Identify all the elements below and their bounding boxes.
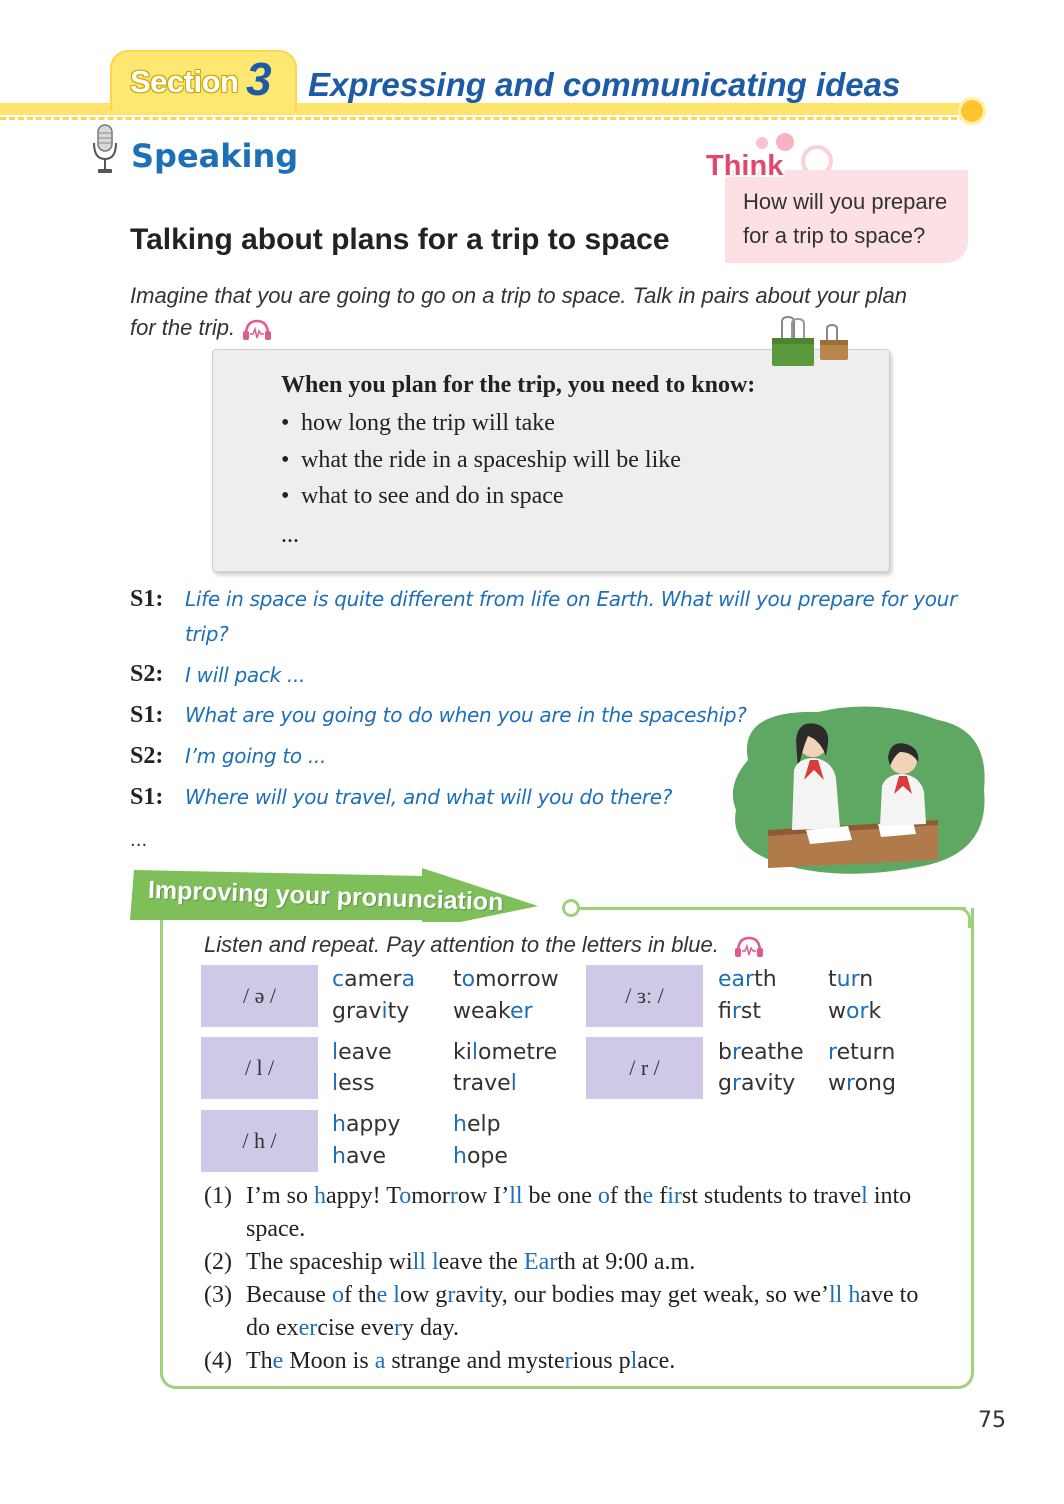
binder-clip-icon: [770, 316, 816, 368]
pronunciation-instruction: [204, 932, 765, 958]
speaker-label: S1:: [130, 784, 164, 810]
dialogue-line: Where will you travel, and what will you do there?: [185, 785, 673, 809]
sentence-text: I’m so happy! Tomorrow I’ll be one of the first students to travel into space.: [246, 1183, 912, 1242]
speaker-label: S1:: [130, 586, 164, 612]
students-talking-illustration: [728, 700, 990, 878]
section-title: Expressing and communicating ideas: [308, 66, 901, 103]
dialogue-line-continued: trip?: [185, 622, 229, 646]
note-item-text: how long the trip will take: [301, 410, 555, 436]
practice-sentence: [204, 1279, 934, 1345]
sentence-number: (3): [204, 1282, 232, 1308]
sentence-number: (2): [204, 1249, 232, 1275]
note-card-ellipsis: ...: [281, 522, 299, 548]
dialogue-line: What are you going to do when you are in the spaceship?: [185, 703, 747, 727]
instruction-text: Imagine that you are going to go on a trip to space. Talk in pairs about your plan for the trip.: [130, 283, 908, 340]
word-kilometre: kilometre: [453, 1040, 558, 1065]
microphone-icon: [91, 123, 119, 177]
practice-sentence: [204, 1345, 934, 1378]
word-leave: leave: [332, 1040, 392, 1065]
speaker-label: S1:: [130, 702, 164, 728]
audio-headphones-icon[interactable]: [241, 317, 273, 341]
sentence-number: (4): [204, 1348, 232, 1374]
sentence-text: Because of the low gravity, our bodies may get weak, so we’ll have to do exercise every day.: [246, 1282, 919, 1341]
word-travel: travel: [453, 1071, 517, 1096]
word-weaker: weaker: [453, 999, 533, 1024]
word-turn: turn: [828, 967, 874, 992]
note-card-item: • what the ride in a spaceship will be like: [281, 447, 681, 473]
word-gravity-r: gravity: [718, 1071, 796, 1096]
practice-sentence: [204, 1246, 934, 1279]
phoneme-box-h: / h /: [201, 1110, 318, 1172]
word-less: less: [332, 1071, 375, 1096]
activity-title: Talking about plans for a trip to space: [130, 223, 670, 256]
dialogue-line: I will pack ...: [185, 663, 306, 687]
phoneme-box-r: / r /: [586, 1037, 703, 1099]
word-have: have: [332, 1144, 386, 1169]
header-dash-line: [0, 117, 975, 120]
phoneme-box-l: / l /: [201, 1037, 318, 1099]
audio-headphones-icon[interactable]: [733, 934, 765, 958]
page-number: 75: [978, 1408, 1006, 1433]
dialogue-ellipsis: ...: [130, 830, 148, 851]
word-help: help: [453, 1112, 501, 1137]
word-breathe: breathe: [718, 1040, 804, 1065]
panel-top-line: [571, 907, 966, 910]
pronunciation-instruction-text: Listen and repeat. Pay attention to the letters in blue.: [204, 932, 719, 957]
sentence-text: The spaceship will leave the Earth at 9:00 a.m.: [246, 1249, 696, 1275]
note-card-item: • what to see and do in space: [281, 483, 564, 509]
think-label: Think: [706, 150, 784, 182]
speaker-label: S2:: [130, 743, 164, 769]
word-work: work: [828, 999, 882, 1024]
panel-connector-dot: [562, 899, 580, 917]
pronunciation-title: Improving your pronunciation: [147, 876, 504, 917]
binder-clip-icon: [818, 324, 850, 362]
note-item-text: what to see and do in space: [301, 483, 564, 509]
note-item-text: what the ride in a spaceship will be like: [301, 447, 681, 473]
word-gravity: gravity: [332, 999, 410, 1024]
word-hope: hope: [453, 1144, 508, 1169]
phoneme-box-schwa: / ə /: [201, 965, 318, 1027]
think-question: How will you prepare for a trip to space?: [743, 189, 948, 248]
think-bubble-dot: [756, 137, 768, 149]
phoneme-box-er: / ɜː /: [586, 965, 703, 1027]
note-card-item: • how long the trip will take: [281, 410, 555, 436]
dialogue-line: I’m going to ...: [185, 744, 327, 768]
header-end-dot: [958, 97, 986, 125]
panel-top-corner: [950, 907, 971, 928]
word-earth: earth: [718, 967, 777, 992]
word-camera: camera: [332, 967, 416, 992]
dialogue-line: Life in space is quite different from life on Earth. What will you prepare for your: [185, 587, 957, 611]
sentence-text: The Moon is a strange and mysterious place.: [246, 1348, 676, 1374]
speaking-heading: Speaking: [131, 137, 299, 175]
speaker-label: S2:: [130, 661, 164, 687]
word-wrong: wrong: [828, 1071, 896, 1096]
word-happy: happy: [332, 1112, 401, 1137]
practice-sentence: [204, 1180, 934, 1246]
section-label: Section: [130, 64, 239, 99]
sentence-number: (1): [204, 1183, 232, 1209]
word-first: first: [718, 999, 761, 1024]
word-tomorrow: tomorrow: [453, 967, 559, 992]
think-bubble-dot: [776, 133, 794, 151]
section-number: 3: [246, 53, 272, 105]
note-card-heading: When you plan for the trip, you need to know:: [281, 372, 756, 398]
word-return: return: [828, 1040, 896, 1065]
